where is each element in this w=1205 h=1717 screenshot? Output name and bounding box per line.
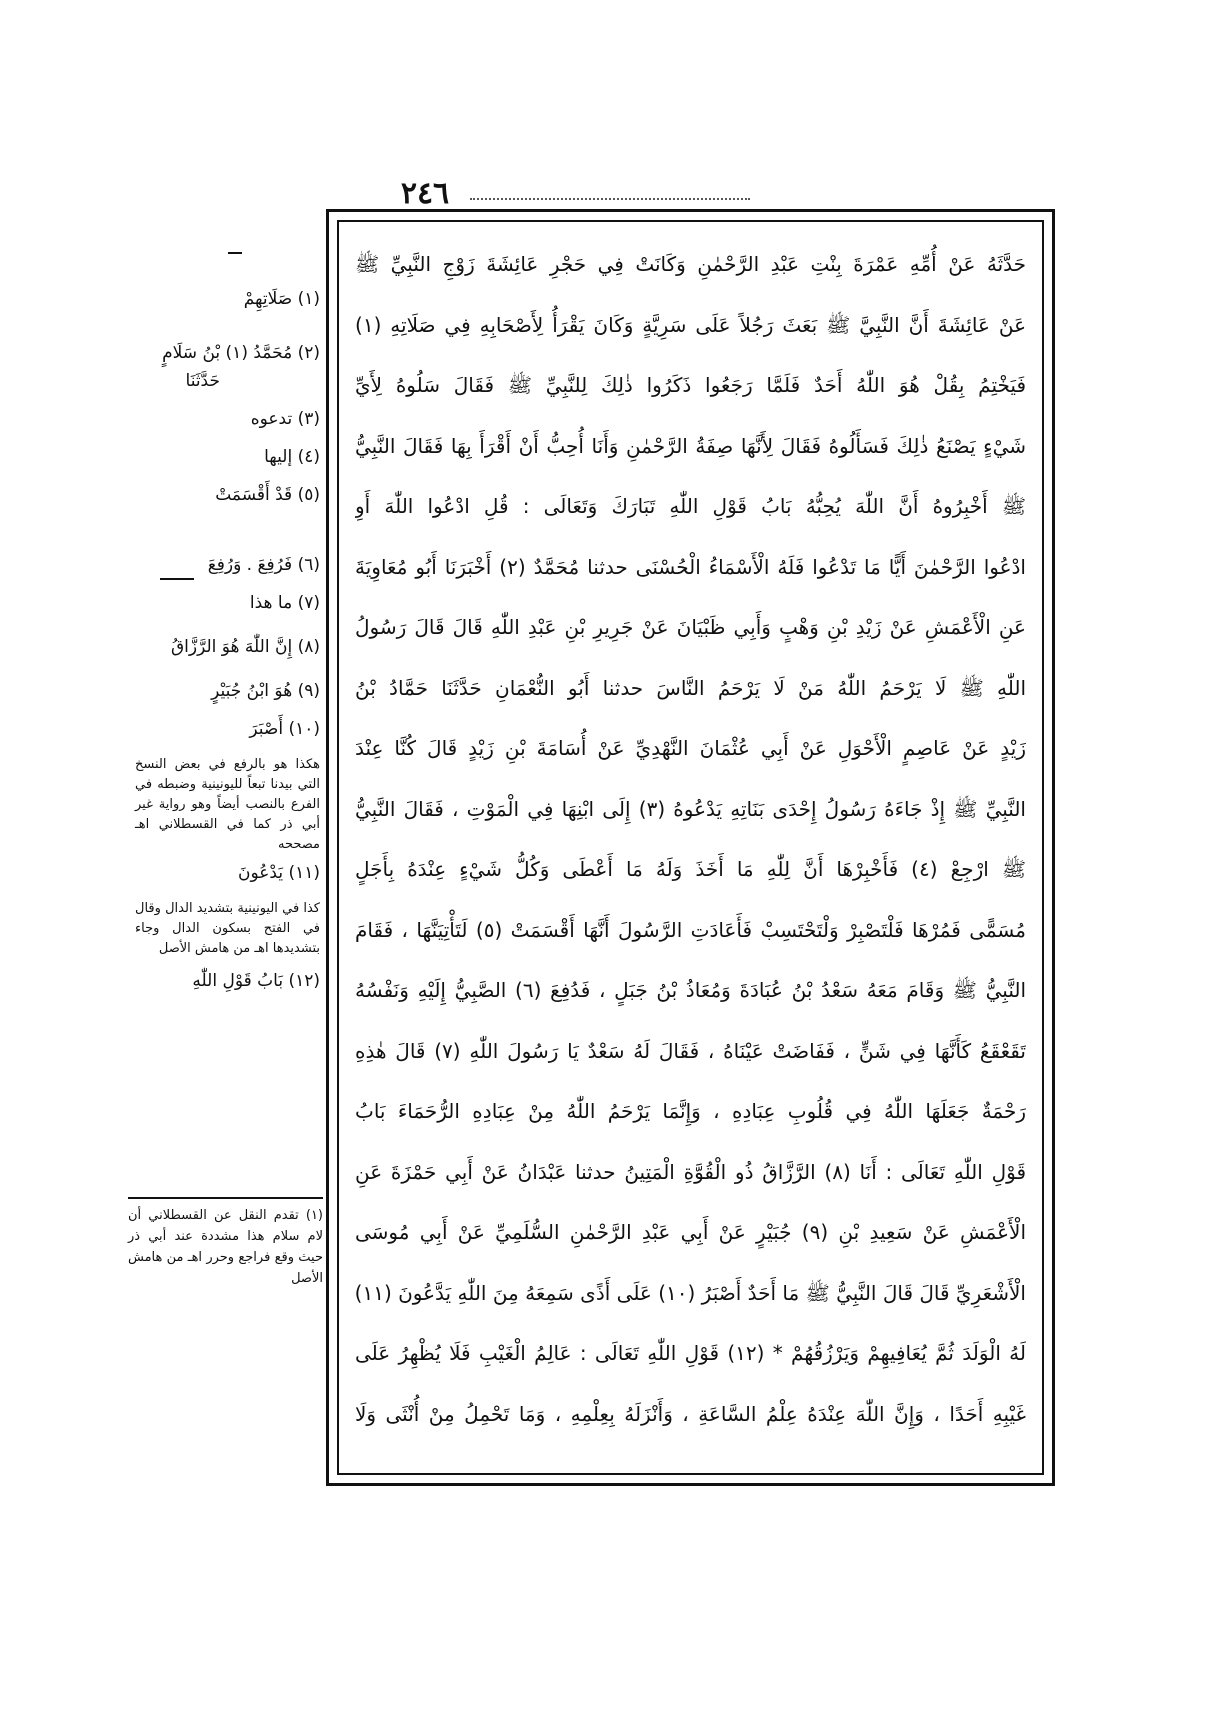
page-number: ٢٤٦ [400,176,450,211]
text-line: ﷺ أَخْبِرُوهُ أَنَّ اللّٰهَ يُحِبُّهُ بَابُ قَوْلِ اللّٰهِ تَبَارَكَ وَتَعَالَى : قُلِ ادْعُوا اللّٰهَ أَوِ [355,494,1026,518]
margin-notes [135,235,320,1007]
margin-note: (٨) إِنَّ اللّٰهَ هُوَ الرَّزَّاقُ [170,637,320,657]
footnote: (١) تقدم النقل عن القسطلاني أن لام سلام هذا مشددة عند أبي ذر حيث وقع فراجع وحرر اهـ من هامش الأصل [128,1208,323,1286]
text-line: شَيْءٍ يَصْنَعُ ذٰلِكَ فَسَأَلُوهُ فَقَالَ لِأَنَّهَا صِفَةُ الرَّحْمٰنِ وَأَنَا أُحِبُّ أَنْ أَقْرَأَ بِهَا فَقَالَ النَّبِيُّ [355,433,1026,458]
text-line: ادْعُوا الرَّحْمٰنَ أَيًّا مَا تَدْعُوا فَلَهُ الْأَسْمَاءُ الْحُسْنَى حدثنا مُحَمَّدٌ (٢) أَخْبَرَنَا أَبُو مُعَاوِيَةَ [355,554,1026,579]
text-line: فَيَخْتِمُ بِقُلْ هُوَ اللّٰهُ أَحَدٌ فَلَمَّا رَجَعُوا ذَكَرُوا ذٰلِكَ لِلنَّبِيِّ ﷺ فَقَالَ سَلُوهُ لِأَيِّ [355,373,1026,397]
main-text-body [355,234,1026,1444]
margin-note: (٢) مُحَمَّدُ (١) بْنُ سَلَامٍ [162,343,320,363]
text-line: مُسَمًّى فَمُرْهَا فَلْتَصْبِرْ وَلْتَحْتَسِبْ فَأَعَادَتِ الرَّسُولَ أَنَّهَا أَقْسَمَتْ (٥) لَتَأْتِيَنَّهَا ، فَقَامَ [355,917,1026,942]
text-line: النَّبِيُّ ﷺ وَقَامَ مَعَهُ سَعْدُ بْنُ عُبَادَةَ وَمُعَاذُ بْنُ جَبَلٍ ، فَدُفِعَ (٦) الصَّبِيُّ إِلَيْهِ وَنَفْسُهُ [355,978,1026,1002]
text-frame-outer [326,209,1055,1486]
margin-note: (٥) قَدْ أَقْسَمَتْ [215,485,320,505]
text-line: اللّٰهِ ﷺ لَا يَرْحَمُ اللّٰهُ مَنْ لَا يَرْحَمُ النَّاسَ حدثنا أَبُو النُّعْمَانِ حَدَّثَنَا حَمَّادُ بْنُ [355,675,1026,700]
text-line: ﷺ ارْجِعْ (٤) فَأَخْبِرْهَا أَنَّ لِلّٰهِ مَا أَخَذَ وَلَهُ مَا أَعْطَى وَكُلُّ شَيْءٍ عِنْدَهُ بِأَجَلٍ [355,857,1026,881]
margin-note: (٦) فَرُفِعَ . وَرُفِعَ [207,555,320,575]
text-line: النَّبِيِّ ﷺ إِذْ جَاءَهُ رَسُولُ إِحْدَى بَنَاتِهِ يَدْعُوهُ (٣) إِلَى ابْنِهَا فِي الْمَوْتِ ، فَقَالَ النَّبِيُّ [355,796,1026,821]
margin-note: (٣) تدعوه [250,409,320,429]
header-divider [470,198,750,202]
text-line: لَهُ الْوَلَدَ ثُمَّ يُعَافِيهِمْ وَيَرْزُقُهُمْ * (١٢) قَوْلِ اللّٰهِ تَعَالَى : عَالِمُ الْغَيْبِ فَلَا يُظْهِرُ عَلَى [355,1341,1026,1365]
text-line: عَنْ عَائِشَةَ أَنَّ النَّبِيَّ ﷺ بَعَثَ رَجُلاً عَلَى سَرِيَّةٍ وَكَانَ يَقْرَأُ لِأَصْحَابِهِ فِي صَلَاتِهِ (١) [355,312,1026,337]
text-frame-inner [337,220,1044,1475]
text-line: حَدَّثَهُ عَنْ أُمِّهِ عَمْرَةَ بِنْتِ عَبْدِ الرَّحْمٰنِ وَكَانَتْ فِي حَجْرِ عَائِشَةَ زَوْجِ النَّبِيِّ ﷺ [355,252,1026,276]
text-line: رَحْمَةٌ جَعَلَهَا اللّٰهُ فِي قُلُوبِ عِبَادِهِ ، وَإِنَّمَا يَرْحَمُ اللّٰهُ مِنْ عِبَادِهِ الرُّحَمَاءَ بَابُ [355,1099,1026,1123]
text-line: غَيْبِهِ أَحَدًا ، وَإِنَّ اللّٰهَ عِنْدَهُ عِلْمُ السَّاعَةِ ، وَأَنْزَلَهُ بِعِلْمِهِ ، وَمَا تَحْمِلُ مِنْ أُنْثَى وَلَا [355,1401,1026,1426]
text-line: الْأَعْمَشِ عَنْ سَعِيدِ بْنِ (٩) جُبَيْرٍ عَنْ أَبِي عَبْدِ الرَّحْمٰنِ السُّلَمِيِّ عَنْ أَبِي مُوسَى [355,1220,1026,1244]
margin-note: (١٢) بَابُ قَوْلِ اللّٰهِ [192,971,320,991]
text-line: زَيْدٍ عَنْ عَاصِمٍ الْأَحْوَلِ عَنْ أَبِي عُثْمَانَ النَّهْدِيِّ عَنْ أُسَامَةَ بْنِ زَيْدٍ قَالَ كُنَّا عِنْدَ [355,736,1026,760]
margin-note: كذا في اليونينية بتشديد الدال وقال في الفتح بسكون الدال وجاء بتشديدها اهـ من هامش الأصل [135,901,320,956]
margin-note: هكذا هو بالرفع في بعض النسخ التي بيدنا تبعاً لليونينية وضبطه في الفرع بالنصب أيضاً وهو رواية غير أبي ذر كما في القسطلاني اهـ مصححه [135,757,320,852]
text-line: تَقَعْقَعُ كَأَنَّهَا فِي شَنٍّ ، فَفَاضَتْ عَيْنَاهُ ، فَقَالَ لَهُ سَعْدٌ يَا رَسُولَ اللّٰهِ (٧) قَالَ هٰذِهِ [355,1038,1026,1063]
margin-note: (١٠) أَصْبَرَ [249,719,320,739]
margin-note: (٤) إليها [264,447,320,467]
margin-note: (١) صَلَاتِهِمْ [243,289,320,309]
text-line: الْأَشْعَرِيِّ قَالَ قَالَ النَّبِيُّ ﷺ مَا أَحَدٌ أَصْبَرُ (١٠) عَلَى أَذًى سَمِعَهُ مِنَ اللّٰهِ يَدَّعُونَ (١١) [355,1280,1026,1305]
margin-note: (١١) يَدْعُونَ [237,863,320,883]
margin-note: (٩) هُوَ ابْنُ جُبَيْرٍ [211,681,320,701]
margin-note: (٧) ما هذا [249,593,320,613]
text-line: قَوْلِ اللّٰهِ تَعَالَى : أَنَا (٨) الرَّزَّاقُ ذُو الْقُوَّةِ الْمَتِينُ حدثنا عَبْدَانُ عَنْ أَبِي حَمْزَةَ عَنِ [355,1159,1026,1184]
margin-note: حَدَّثَنَا [185,371,220,391]
text-line: عَنِ الْأَعْمَشِ عَنْ زَيْدِ بْنِ وَهْبٍ وَأَبِي ظَبْيَانَ عَنْ جَرِيرِ بْنِ عَبْدِ اللّٰهِ قَالَ قَالَ رَسُولُ [355,615,1026,639]
footnote-rule [128,1197,323,1199]
